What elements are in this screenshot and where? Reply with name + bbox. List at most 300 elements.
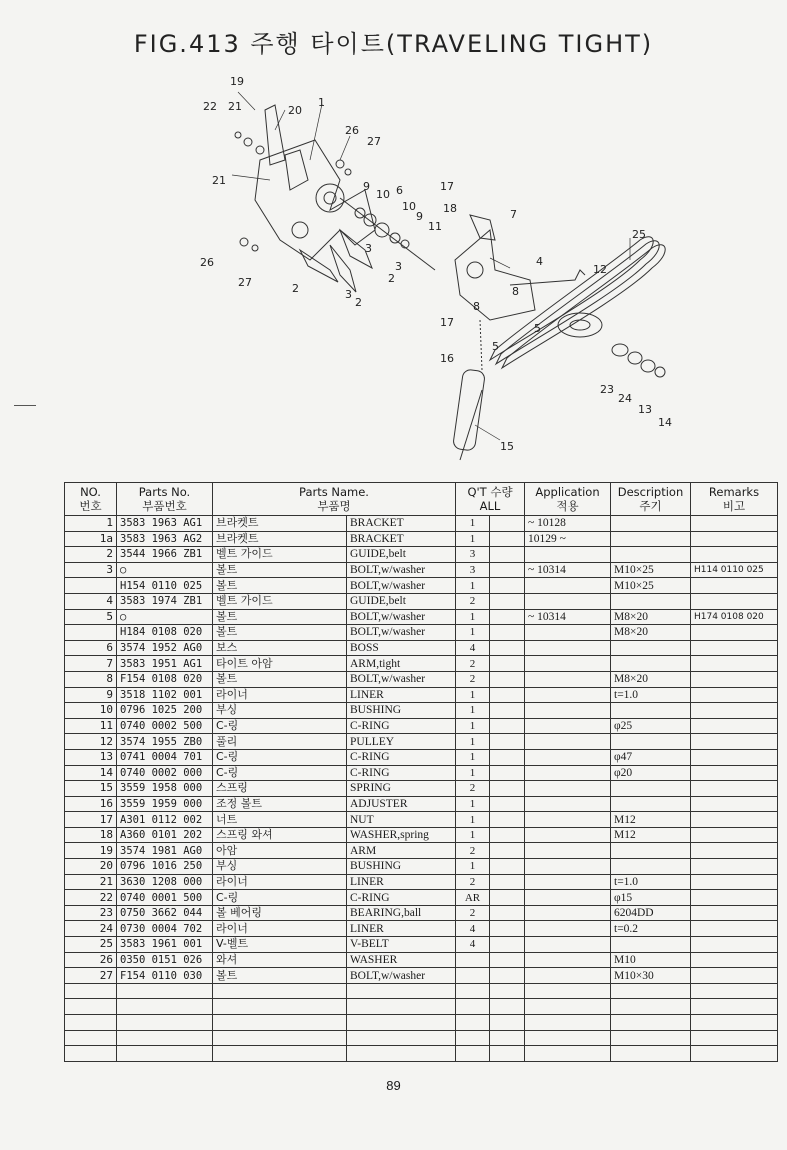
cell-pno (117, 1046, 213, 1062)
cell-qty2 (490, 1030, 525, 1046)
cell-desc (611, 547, 691, 563)
cell-kor: 볼트 (213, 625, 347, 641)
cell-no: 8 (65, 671, 117, 687)
table-row (65, 562, 778, 578)
cell-rem (691, 781, 778, 797)
cell-eng: ADJUSTER (347, 796, 456, 812)
cell-qty: 2 (456, 656, 490, 672)
cell-kor: 풀리 (213, 734, 347, 750)
cell-rem (691, 547, 778, 563)
cell-pno: 3583 1963 AG1 (117, 516, 213, 532)
cell-kor: 라이너 (213, 921, 347, 937)
cell-desc: M10×25 (611, 562, 691, 578)
cell-no (65, 578, 117, 594)
cell-rem (691, 812, 778, 828)
svg-text:2: 2 (292, 282, 299, 295)
cell-no: 18 (65, 827, 117, 843)
cell-pno: H184 0108 020 (117, 625, 213, 641)
cell-pno: ○ (117, 562, 213, 578)
cell-rem (691, 625, 778, 641)
cell-desc (611, 640, 691, 656)
cell-pno (117, 999, 213, 1015)
cell-eng: BEARING,ball (347, 905, 456, 921)
table-row (65, 734, 778, 750)
cell-qty2 (490, 749, 525, 765)
cell-app: ~ 10128 (525, 516, 611, 532)
cell-no: 13 (65, 749, 117, 765)
svg-text:13: 13 (638, 403, 652, 416)
cell-no: 12 (65, 734, 117, 750)
cell-qty2 (490, 937, 525, 953)
cell-desc (611, 796, 691, 812)
cell-desc (611, 1030, 691, 1046)
cell-qty: 1 (456, 827, 490, 843)
cell-desc (611, 734, 691, 750)
cell-qty2 (490, 859, 525, 875)
svg-text:27: 27 (238, 276, 252, 289)
cell-pno: 3518 1102 001 (117, 687, 213, 703)
svg-text:12: 12 (593, 263, 607, 276)
cell-no: 10 (65, 703, 117, 719)
cell-no (65, 983, 117, 999)
cell-qty2 (490, 703, 525, 719)
table-row (65, 1015, 778, 1031)
cell-qty: 2 (456, 671, 490, 687)
cell-qty: 3 (456, 547, 490, 563)
cell-rem (691, 827, 778, 843)
cell-no: 1a (65, 531, 117, 547)
cell-no: 23 (65, 905, 117, 921)
cell-pno: 0740 0001 500 (117, 890, 213, 906)
cell-no: 2 (65, 547, 117, 563)
cell-qty2 (490, 890, 525, 906)
cell-desc (611, 843, 691, 859)
cell-app: ~ 10314 (525, 609, 611, 625)
table-row (65, 656, 778, 672)
cell-qty2 (490, 952, 525, 968)
cell-rem (691, 796, 778, 812)
cell-pno: 3583 1951 AG1 (117, 656, 213, 672)
cell-qty: 1 (456, 609, 490, 625)
cell-app (525, 968, 611, 984)
cell-app (525, 703, 611, 719)
svg-text:9: 9 (416, 210, 423, 223)
cell-kor: 조정 볼트 (213, 796, 347, 812)
cell-app (525, 843, 611, 859)
cell-pno: 3583 1974 ZB1 (117, 593, 213, 609)
cell-eng (347, 999, 456, 1015)
cell-no: 6 (65, 640, 117, 656)
cell-pno: H154 0110 025 (117, 578, 213, 594)
cell-qty2 (490, 531, 525, 547)
cell-pno: F154 0108 020 (117, 671, 213, 687)
cell-qty2 (490, 968, 525, 984)
cell-kor: C-링 (213, 718, 347, 734)
cell-desc: M10 (611, 952, 691, 968)
cell-app (525, 687, 611, 703)
cell-app (525, 983, 611, 999)
cell-pno: 3559 1959 000 (117, 796, 213, 812)
cell-qty2 (490, 734, 525, 750)
cell-no: 11 (65, 718, 117, 734)
table-row (65, 843, 778, 859)
svg-text:8: 8 (473, 300, 480, 313)
cell-desc (611, 516, 691, 532)
svg-text:17: 17 (440, 180, 454, 193)
cell-desc (611, 781, 691, 797)
svg-text:10: 10 (402, 200, 416, 213)
table-row (65, 874, 778, 890)
cell-eng: BOLT,w/washer (347, 562, 456, 578)
cell-qty (456, 1030, 490, 1046)
svg-text:2: 2 (355, 296, 362, 309)
cell-qty (456, 1015, 490, 1031)
cell-qty (456, 983, 490, 999)
cell-desc (611, 859, 691, 875)
svg-text:20: 20 (288, 104, 302, 117)
table-row (65, 905, 778, 921)
cell-app (525, 937, 611, 953)
cell-eng: BUSHING (347, 703, 456, 719)
table-row (65, 671, 778, 687)
cell-rem (691, 640, 778, 656)
cell-eng: BRACKET (347, 531, 456, 547)
cell-kor: 볼트 (213, 578, 347, 594)
header-qty: Q'T 수량 ALL (456, 483, 525, 516)
cell-qty: 1 (456, 812, 490, 828)
cell-qty2 (490, 874, 525, 890)
table-row (65, 625, 778, 641)
cell-desc (611, 983, 691, 999)
cell-eng: C-RING (347, 718, 456, 734)
cell-app (525, 749, 611, 765)
cell-pno: 3574 1955 ZB0 (117, 734, 213, 750)
cell-qty2 (490, 983, 525, 999)
svg-text:16: 16 (440, 352, 454, 365)
header-no: NO. 번호 (65, 483, 117, 516)
svg-text:7: 7 (510, 208, 517, 221)
cell-app (525, 921, 611, 937)
cell-no: 1 (65, 516, 117, 532)
cell-rem (691, 905, 778, 921)
cell-qty2 (490, 843, 525, 859)
cell-rem (691, 921, 778, 937)
table-row (65, 749, 778, 765)
cell-app (525, 765, 611, 781)
cell-desc (611, 593, 691, 609)
cell-desc: M10×30 (611, 968, 691, 984)
cell-no: 14 (65, 765, 117, 781)
cell-qty: 1 (456, 796, 490, 812)
svg-text:4: 4 (536, 255, 543, 268)
cell-no (65, 625, 117, 641)
cell-qty: 1 (456, 516, 490, 532)
cell-app (525, 874, 611, 890)
cell-kor: V-벨트 (213, 937, 347, 953)
cell-eng: BOLT,w/washer (347, 968, 456, 984)
cell-app (525, 1046, 611, 1062)
table-row (65, 718, 778, 734)
table-row (65, 640, 778, 656)
cell-eng: LINER (347, 921, 456, 937)
cell-qty2 (490, 796, 525, 812)
cell-kor: 볼트 (213, 671, 347, 687)
cell-qty2 (490, 1015, 525, 1031)
cell-qty: 2 (456, 843, 490, 859)
svg-text:11: 11 (428, 220, 442, 233)
cell-kor: 스프링 와셔 (213, 827, 347, 843)
cell-kor: 부싱 (213, 703, 347, 719)
cell-kor: 라이너 (213, 687, 347, 703)
svg-text:6: 6 (396, 184, 403, 197)
cell-rem (691, 531, 778, 547)
cell-eng (347, 1046, 456, 1062)
cell-pno: 0730 0004 702 (117, 921, 213, 937)
table-row (65, 1030, 778, 1046)
cell-eng (347, 983, 456, 999)
cell-app (525, 890, 611, 906)
cell-app (525, 718, 611, 734)
svg-text:25: 25 (632, 228, 646, 241)
cell-pno: 0796 1025 200 (117, 703, 213, 719)
cell-qty: 1 (456, 734, 490, 750)
table-row (65, 531, 778, 547)
cell-kor: 라이너 (213, 874, 347, 890)
cell-qty2 (490, 781, 525, 797)
cell-qty2 (490, 578, 525, 594)
cell-desc: M8×20 (611, 609, 691, 625)
cell-app: 10129 ~ (525, 531, 611, 547)
cell-kor: 볼 베어링 (213, 905, 347, 921)
cell-eng: WASHER,spring (347, 827, 456, 843)
cell-app (525, 1015, 611, 1031)
cell-eng: ARM,tight (347, 656, 456, 672)
table-row (65, 578, 778, 594)
cell-no: 15 (65, 781, 117, 797)
cell-eng: ARM (347, 843, 456, 859)
exploded-parts-diagram (190, 70, 690, 470)
cell-desc: t=1.0 (611, 874, 691, 890)
table-row (65, 781, 778, 797)
cell-eng: BUSHING (347, 859, 456, 875)
cell-pno: ○ (117, 609, 213, 625)
svg-text:3: 3 (395, 260, 402, 273)
cell-desc: t=1.0 (611, 687, 691, 703)
cell-pno: 0350 0151 026 (117, 952, 213, 968)
cell-qty: 2 (456, 781, 490, 797)
cell-qty: 1 (456, 718, 490, 734)
table-row (65, 765, 778, 781)
cell-qty: 1 (456, 859, 490, 875)
cell-no: 21 (65, 874, 117, 890)
cell-qty2 (490, 625, 525, 641)
svg-text:24: 24 (618, 392, 632, 405)
table-row (65, 983, 778, 999)
cell-qty2 (490, 671, 525, 687)
cell-pno (117, 1015, 213, 1031)
cell-qty2 (490, 718, 525, 734)
cell-desc (611, 937, 691, 953)
cell-qty (456, 1046, 490, 1062)
cell-app (525, 547, 611, 563)
cell-no: 5 (65, 609, 117, 625)
cell-no: 17 (65, 812, 117, 828)
cell-rem (691, 671, 778, 687)
cell-app (525, 905, 611, 921)
cell-eng: GUIDE,belt (347, 547, 456, 563)
cell-rem (691, 999, 778, 1015)
cell-qty2 (490, 921, 525, 937)
cell-qty: 2 (456, 593, 490, 609)
cell-eng: GUIDE,belt (347, 593, 456, 609)
cell-no: 22 (65, 890, 117, 906)
cell-kor (213, 999, 347, 1015)
cell-kor: 브라켓트 (213, 531, 347, 547)
svg-text:3: 3 (345, 288, 352, 301)
svg-text:26: 26 (345, 124, 359, 137)
header-description: Description 주기 (611, 483, 691, 516)
cell-rem (691, 703, 778, 719)
svg-text:17: 17 (440, 316, 454, 329)
cell-rem (691, 843, 778, 859)
cell-app (525, 796, 611, 812)
cell-pno: 0741 0004 701 (117, 749, 213, 765)
cell-qty2 (490, 516, 525, 532)
cell-desc: M8×20 (611, 671, 691, 687)
parts-table-body (65, 516, 778, 1062)
cell-eng: WASHER (347, 952, 456, 968)
cell-desc (611, 1015, 691, 1031)
cell-eng: SPRING (347, 781, 456, 797)
cell-rem (691, 968, 778, 984)
svg-text:5: 5 (534, 322, 541, 335)
cell-app (525, 859, 611, 875)
cell-app (525, 656, 611, 672)
cell-eng: LINER (347, 687, 456, 703)
cell-pno: 0750 3662 044 (117, 905, 213, 921)
table-row (65, 593, 778, 609)
table-row (65, 937, 778, 953)
cell-qty2 (490, 656, 525, 672)
cell-app (525, 827, 611, 843)
cell-qty: 1 (456, 703, 490, 719)
cell-desc (611, 531, 691, 547)
cell-app (525, 640, 611, 656)
cell-qty2 (490, 1046, 525, 1062)
svg-text:18: 18 (443, 202, 457, 215)
cell-no (65, 999, 117, 1015)
cell-no (65, 1015, 117, 1031)
svg-text:1: 1 (318, 96, 325, 109)
cell-rem (691, 859, 778, 875)
cell-no (65, 1046, 117, 1062)
cell-pno: 3583 1961 001 (117, 937, 213, 953)
cell-kor: 볼트 (213, 609, 347, 625)
cell-desc: t=0.2 (611, 921, 691, 937)
cell-eng: BOSS (347, 640, 456, 656)
table-row (65, 827, 778, 843)
cell-rem (691, 749, 778, 765)
cell-desc (611, 656, 691, 672)
cell-rem (691, 952, 778, 968)
cell-app (525, 952, 611, 968)
cell-qty: 4 (456, 640, 490, 656)
cell-kor: C-링 (213, 749, 347, 765)
figure-title: FIG.413 주행 타이트(TRAVELING TIGHT) (133, 30, 654, 58)
cell-eng: PULLEY (347, 734, 456, 750)
cell-rem (691, 1030, 778, 1046)
cell-app (525, 734, 611, 750)
svg-text:23: 23 (600, 383, 614, 396)
svg-text:14: 14 (658, 416, 672, 429)
cell-eng: C-RING (347, 890, 456, 906)
cell-qty (456, 952, 490, 968)
cell-app (525, 781, 611, 797)
svg-text:10: 10 (376, 188, 390, 201)
cell-desc: φ15 (611, 890, 691, 906)
svg-text:5: 5 (492, 340, 499, 353)
cell-desc: M10×25 (611, 578, 691, 594)
table-row (65, 921, 778, 937)
cell-kor: 보스 (213, 640, 347, 656)
svg-text:2: 2 (388, 272, 395, 285)
cell-eng (347, 1015, 456, 1031)
cell-eng: BOLT,w/washer (347, 671, 456, 687)
cell-qty2 (490, 547, 525, 563)
cell-app (525, 999, 611, 1015)
table-row (65, 999, 778, 1015)
cell-qty: 4 (456, 937, 490, 953)
cell-rem (691, 734, 778, 750)
table-row (65, 859, 778, 875)
cell-kor: 너트 (213, 812, 347, 828)
cell-app (525, 593, 611, 609)
table-row (65, 968, 778, 984)
cell-eng: C-RING (347, 765, 456, 781)
cell-no: 3 (65, 562, 117, 578)
cell-kor: 볼트 (213, 562, 347, 578)
table-row (65, 609, 778, 625)
cell-kor (213, 1030, 347, 1046)
cell-desc (611, 703, 691, 719)
cell-desc: M12 (611, 812, 691, 828)
cell-kor: 아암 (213, 843, 347, 859)
cell-pno: 0796 1016 250 (117, 859, 213, 875)
cell-kor: C-링 (213, 765, 347, 781)
cell-qty2 (490, 905, 525, 921)
svg-text:21: 21 (212, 174, 226, 187)
cell-desc: 6204DD (611, 905, 691, 921)
cell-eng: V-BELT (347, 937, 456, 953)
cell-rem (691, 1046, 778, 1062)
table-row (65, 812, 778, 828)
cell-rem (691, 687, 778, 703)
cell-kor: 브라켓트 (213, 516, 347, 532)
cell-qty: 2 (456, 874, 490, 890)
cell-no: 4 (65, 593, 117, 609)
cell-desc: φ25 (611, 718, 691, 734)
cell-kor: 부싱 (213, 859, 347, 875)
cell-kor: 벨트 가이드 (213, 547, 347, 563)
cell-app: ~ 10314 (525, 562, 611, 578)
table-row (65, 687, 778, 703)
cell-qty: 2 (456, 905, 490, 921)
cell-eng: NUT (347, 812, 456, 828)
header-parts-name: Parts Name. 부품명 (213, 483, 456, 516)
cell-pno: 3574 1952 AG0 (117, 640, 213, 656)
parts-table (64, 482, 778, 1062)
cell-kor: 와셔 (213, 952, 347, 968)
